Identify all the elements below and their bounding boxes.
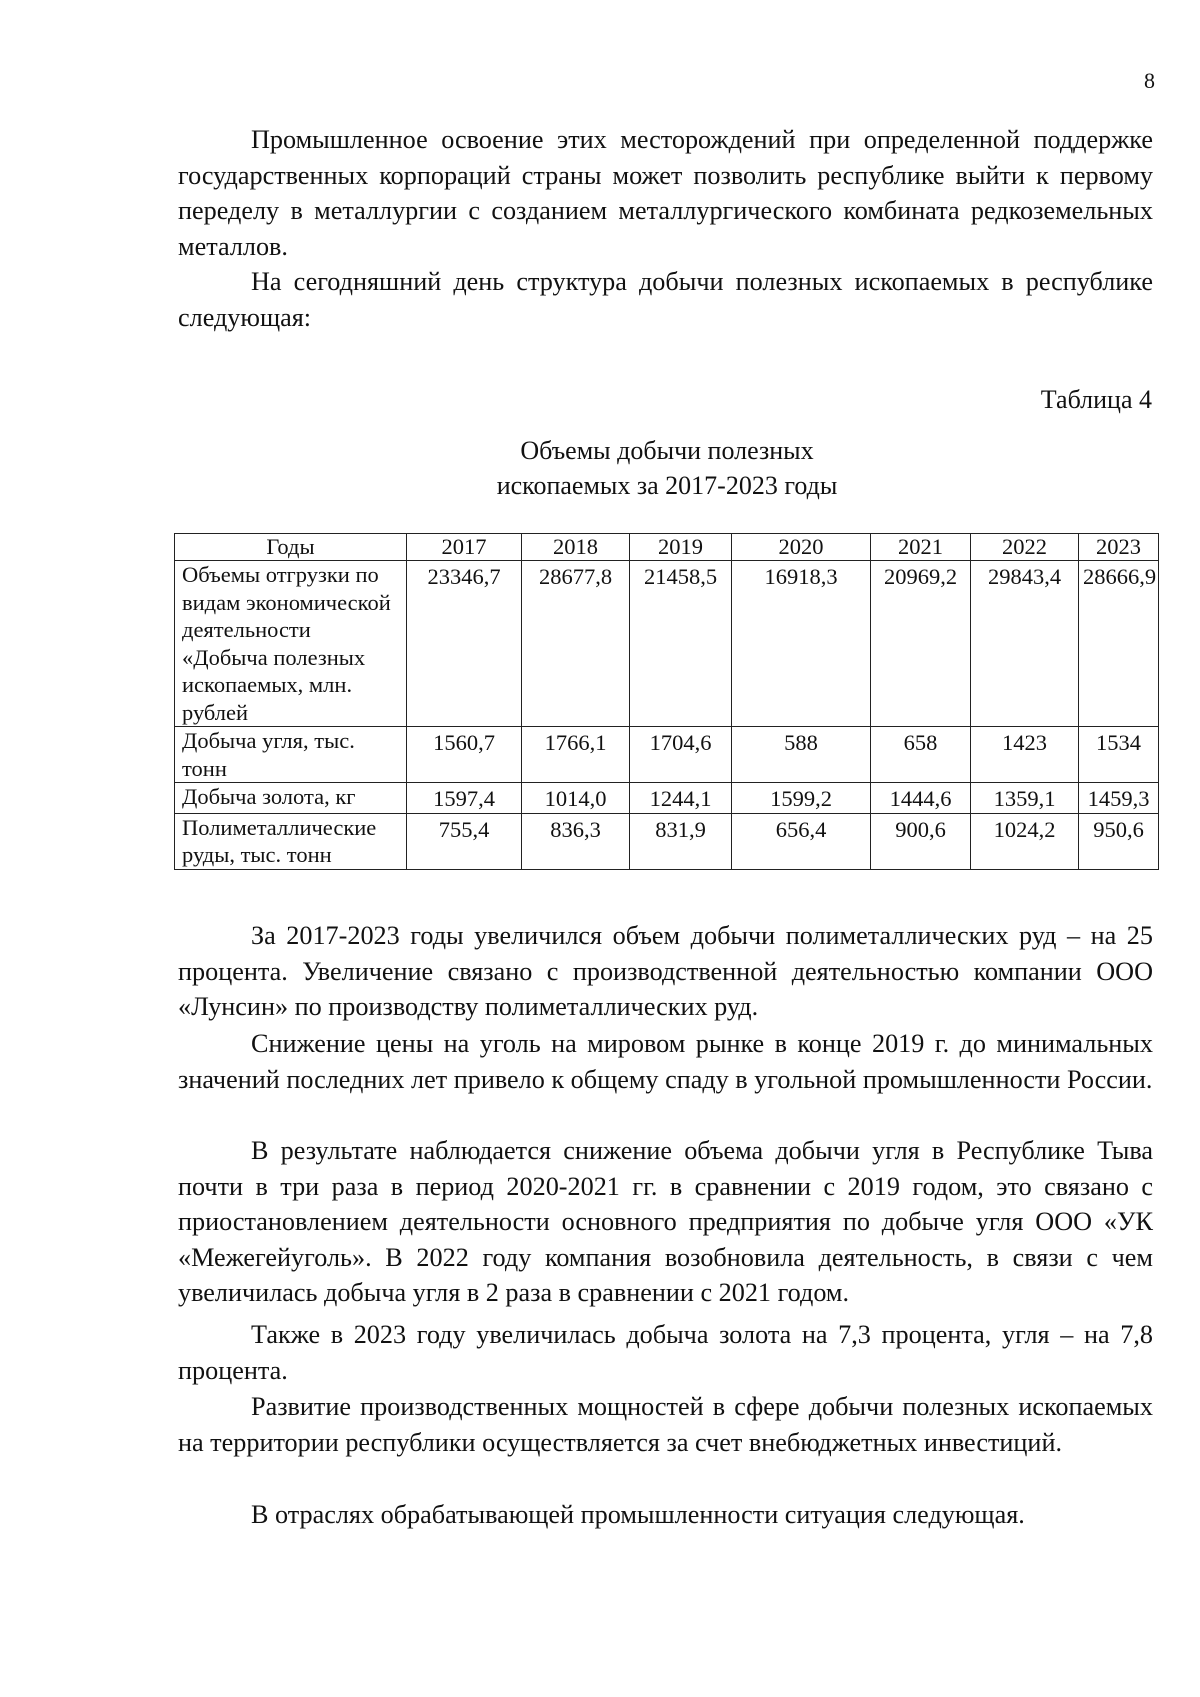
table-row-coal [175, 727, 1159, 783]
row-label: Добыча угля, тыс. тонн [175, 727, 407, 783]
table-header-row [175, 534, 1159, 561]
cell-value: 28677,8 [522, 561, 630, 727]
cell-value: 836,3 [522, 813, 630, 869]
cell-value: 29843,4 [971, 561, 1079, 727]
cell-value: 23346,7 [407, 561, 522, 727]
table-row-shipments [175, 561, 1159, 727]
cell-value: 16918,3 [732, 561, 871, 727]
paragraph-4: Снижение цены на уголь на мировом рынке в конце 2019 г. до минимальных значений последних лет привело к общему спаду в угольной промышленности России. [178, 1029, 1153, 1094]
cell-value: 1766,1 [522, 727, 630, 783]
header-2017: 2017 [407, 534, 522, 561]
paragraph-2: На сегодняшний день структура добычи полезных ископаемых в республике следующая: [178, 267, 1153, 332]
cell-value: 1560,7 [407, 727, 522, 783]
cell-value: 1597,4 [407, 783, 522, 814]
paragraph-7: Развитие производственных мощностей в сфере добычи полезных ископаемых на территории республики осуществляется за счет внебюджетных инвестиций. [178, 1392, 1153, 1457]
cell-value: 588 [732, 727, 871, 783]
paragraph-1: Промышленное освоение этих месторождений при определенной поддержке государственных корпораций страны может позволить республике выйти к первому переделу в металлургии с созданием металлургического комбината редкоземельных металлов. [178, 125, 1153, 261]
header-2022: 2022 [971, 534, 1079, 561]
table-title [0, 433, 1200, 503]
paragraph-3: За 2017-2023 годы увеличился объем добычи полиметаллических руд – на 25 процента. Увеличение связано с производственной деятельностью компании ООО «Лунсин» по производству полиметаллических руд. [178, 921, 1153, 1021]
cell-value: 1014,0 [522, 783, 630, 814]
cell-value: 831,9 [630, 813, 732, 869]
cell-value: 1444,6 [871, 783, 971, 814]
header-2023: 2023 [1079, 534, 1159, 561]
paragraph-5: В результате наблюдается снижение объема добычи угля в Республике Тыва почти в три раза в период 2020-2021 гг. в сравнении с 2019 годом, это связано с приостановлением деятельности основного предприятия по добыче угля ООО «УК «Межегейуголь». В 2022 году компания возобновила деятельность, в связи с чем увеличилась добыча угля в 2 раза в сравнении с 2021 годом. [178, 1136, 1153, 1307]
header-2020: 2020 [732, 534, 871, 561]
header-years: Годы [175, 534, 407, 561]
cell-value: 1534 [1079, 727, 1159, 783]
paragraph-8: В отраслях обрабатывающей промышленности ситуация следующая. [251, 1500, 1025, 1529]
row-label: Полиметаллические руды, тыс. тонн [175, 813, 407, 869]
cell-value: 28666,9 [1079, 561, 1159, 727]
cell-value: 20969,2 [871, 561, 971, 727]
cell-value: 755,4 [407, 813, 522, 869]
table-title-line-1: Объемы добычи полезных [520, 436, 814, 465]
page-number: 8 [1144, 68, 1155, 93]
cell-value: 900,6 [871, 813, 971, 869]
cell-value: 950,6 [1079, 813, 1159, 869]
row-label: Объемы отгрузки по видам экономической деятельности «Добыча полезных ископаемых, млн. рублей [175, 561, 407, 727]
cell-value: 1599,2 [732, 783, 871, 814]
table-caption: Таблица 4 [1040, 385, 1152, 414]
cell-value: 656,4 [732, 813, 871, 869]
cell-value: 1423 [971, 727, 1079, 783]
cell-value: 1359,1 [971, 783, 1079, 814]
header-2021: 2021 [871, 534, 971, 561]
table-row-gold [175, 783, 1159, 814]
cell-value: 21458,5 [630, 561, 732, 727]
row-label: Добыча золота, кг [175, 783, 407, 814]
cell-value: 1244,1 [630, 783, 732, 814]
header-2019: 2019 [630, 534, 732, 561]
table-row-polymetallic [175, 813, 1159, 869]
header-2018: 2018 [522, 534, 630, 561]
cell-value: 1459,3 [1079, 783, 1159, 814]
table-title-line-2: ископаемых за 2017-2023 годы [496, 471, 838, 500]
mining-volumes-table [174, 533, 1159, 870]
cell-value: 1024,2 [971, 813, 1079, 869]
cell-value: 658 [871, 727, 971, 783]
paragraph-6: Также в 2023 году увеличилась добыча золота на 7,3 процента, угля – на 7,8 процента. [178, 1320, 1153, 1385]
cell-value: 1704,6 [630, 727, 732, 783]
